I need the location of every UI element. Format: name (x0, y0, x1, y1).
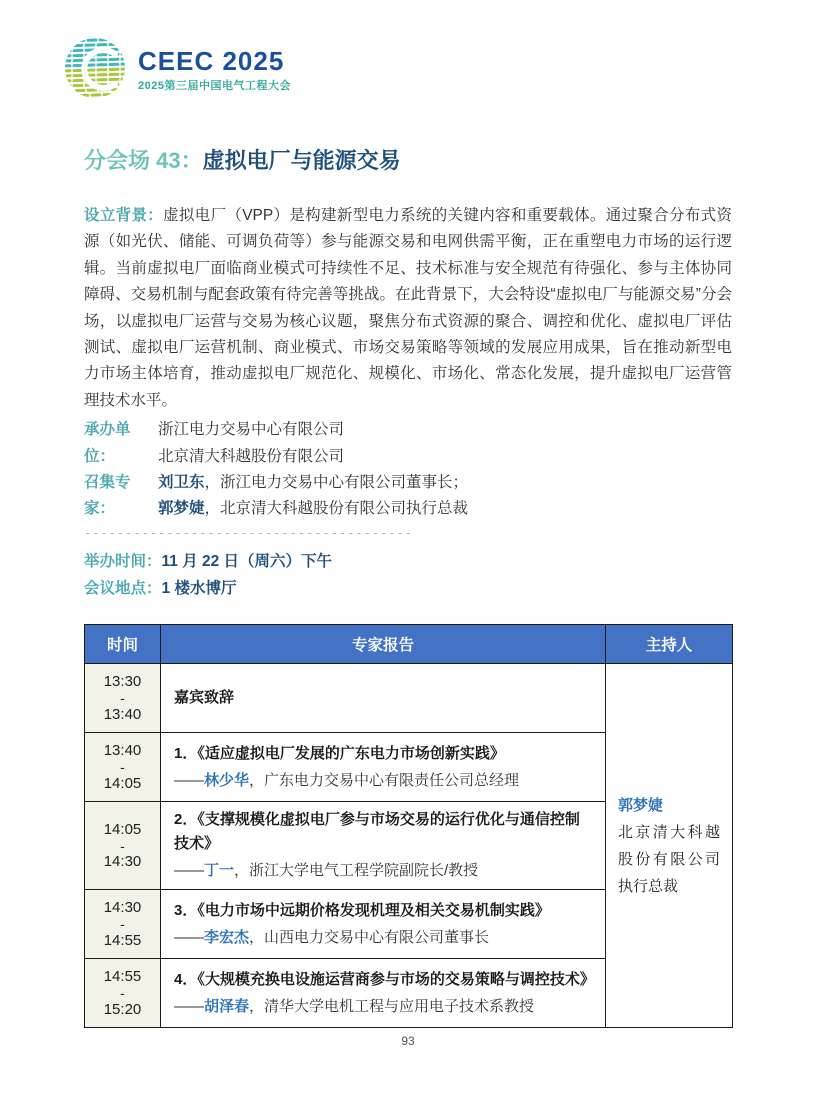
brand-title: CEEC 2025 (138, 45, 285, 76)
convener-line: 郭梦婕，北京清大科越股份有限公司执行总裁 (158, 500, 469, 518)
organizer-line: 北京清大科越股份有限公司 (158, 447, 345, 465)
time-cell: 13:30 - 13:40 (85, 664, 161, 733)
schedule-time-line (84, 548, 732, 575)
background-paragraph (84, 203, 732, 414)
report-speaker: ——胡泽春，清华大学电机工程与应用电子技术系教授 (174, 997, 535, 1015)
time-value: 11 月 22 日（周六）下午 (161, 553, 333, 571)
time-cell: 14:30 - 14:55 (85, 890, 161, 959)
globe-stripes-icon (62, 34, 128, 105)
report-cell (161, 802, 606, 890)
venue-value: 1 楼水博厅 (161, 580, 237, 598)
convener-block (84, 470, 732, 523)
table-header-row (85, 625, 733, 664)
header-cell-report: 专家报告 (161, 625, 606, 664)
report-title: 2．《支撑规模化虚拟电厂参与市场交易的运行优化与通信控制技术》 (174, 811, 580, 853)
report-speaker: ——林少华，广东电力交易中心有限责任公司总经理 (174, 771, 520, 789)
header-cell-moderator: 主持人 (606, 625, 733, 664)
report-cell (161, 890, 606, 959)
session-number: 分会场 43： (84, 148, 203, 173)
organizer-label: 承办单位： (84, 421, 131, 465)
background-label: 设立背景： (84, 207, 164, 224)
organizer-line: 浙江电力交易中心有限公司 (158, 421, 345, 439)
moderator-affiliation: 北京清大科越股份有限公司执行总裁 (618, 823, 720, 895)
report-cell (161, 959, 606, 1028)
moderator-cell (606, 664, 733, 1028)
table-row (85, 664, 733, 733)
time-cell: 14:55 - 15:20 (85, 959, 161, 1028)
report-speaker: ——李宏杰，山西电力交易中心有限公司董事长 (174, 928, 490, 946)
main-content (84, 146, 732, 1028)
report-title: 嘉宾致辞 (174, 689, 235, 707)
report-title: 3．《电力市场中远期价格发现机理及相关交易机制实践》 (174, 901, 550, 919)
convener-line: 刘卫东，浙江电力交易中心有限公司董事长； (158, 473, 469, 491)
report-title: 4．《大规模充换电设施运营商参与市场的交易策略与调控技术》 (174, 970, 595, 988)
header-brand (62, 34, 291, 105)
report-cell (161, 664, 606, 733)
session-name: 虚拟电厂与能源交易 (202, 148, 401, 173)
brand-subtitle: 2025第三届中国电气工程大会 (138, 79, 291, 92)
convener-name: 郭梦婕 (158, 500, 205, 518)
time-label: 举办时间： (84, 553, 162, 571)
moderator-name: 郭梦婕 (618, 796, 664, 814)
report-title: 1．《适应虚拟电厂发展的广东电力市场创新实践》 (174, 744, 505, 762)
time-cell: 14:05 - 14:30 (85, 802, 161, 890)
schedule-venue-line (84, 575, 732, 602)
page-number: 93 (401, 1034, 415, 1048)
session-title (84, 146, 732, 176)
time-cell: 13:40 - 14:05 (85, 733, 161, 802)
background-text: 虚拟电厂（VPP）是构建新型电力系统的关键内容和重要载体。通过聚合分布式资源（如光伏、储能、可调负荷等）参与能源交易和电网供需平衡，正在重塑电力市场的运行逻辑。当前虚拟电厂面临商业模式可持续性不足、技术标准与安全规范有待强化、参与主体协同障碍、交易机制与配套政策有待完善等挑战。在此背景下，大会特设“虚拟电厂与能源交易”分会场，以虚拟电厂运营与交易为核心议题，聚焦分布式资源的聚合、调控和优化、虚拟电厂评估测试、虚拟电厂运营机制、商业模式、市场交易策略等领域的发展应用成果，旨在推动新型电力市场主体培育，推动虚拟电厂规范化、规模化、市场化、常态化发展，提升虚拟电厂运营管理技术水平。 (84, 207, 732, 409)
convener-label: 召集专家： (84, 473, 131, 518)
convener-name: 刘卫东 (158, 473, 205, 491)
venue-label: 会议地点： (84, 580, 162, 598)
report-cell (161, 733, 606, 802)
program-table (84, 624, 733, 1028)
dashed-separator: ---------------------------------------- (84, 526, 413, 541)
report-speaker: ——丁一，浙江大学电气工程学院副院长/教授 (174, 862, 479, 880)
header-cell-time: 时间 (85, 625, 161, 664)
organizer-block (84, 417, 732, 522)
